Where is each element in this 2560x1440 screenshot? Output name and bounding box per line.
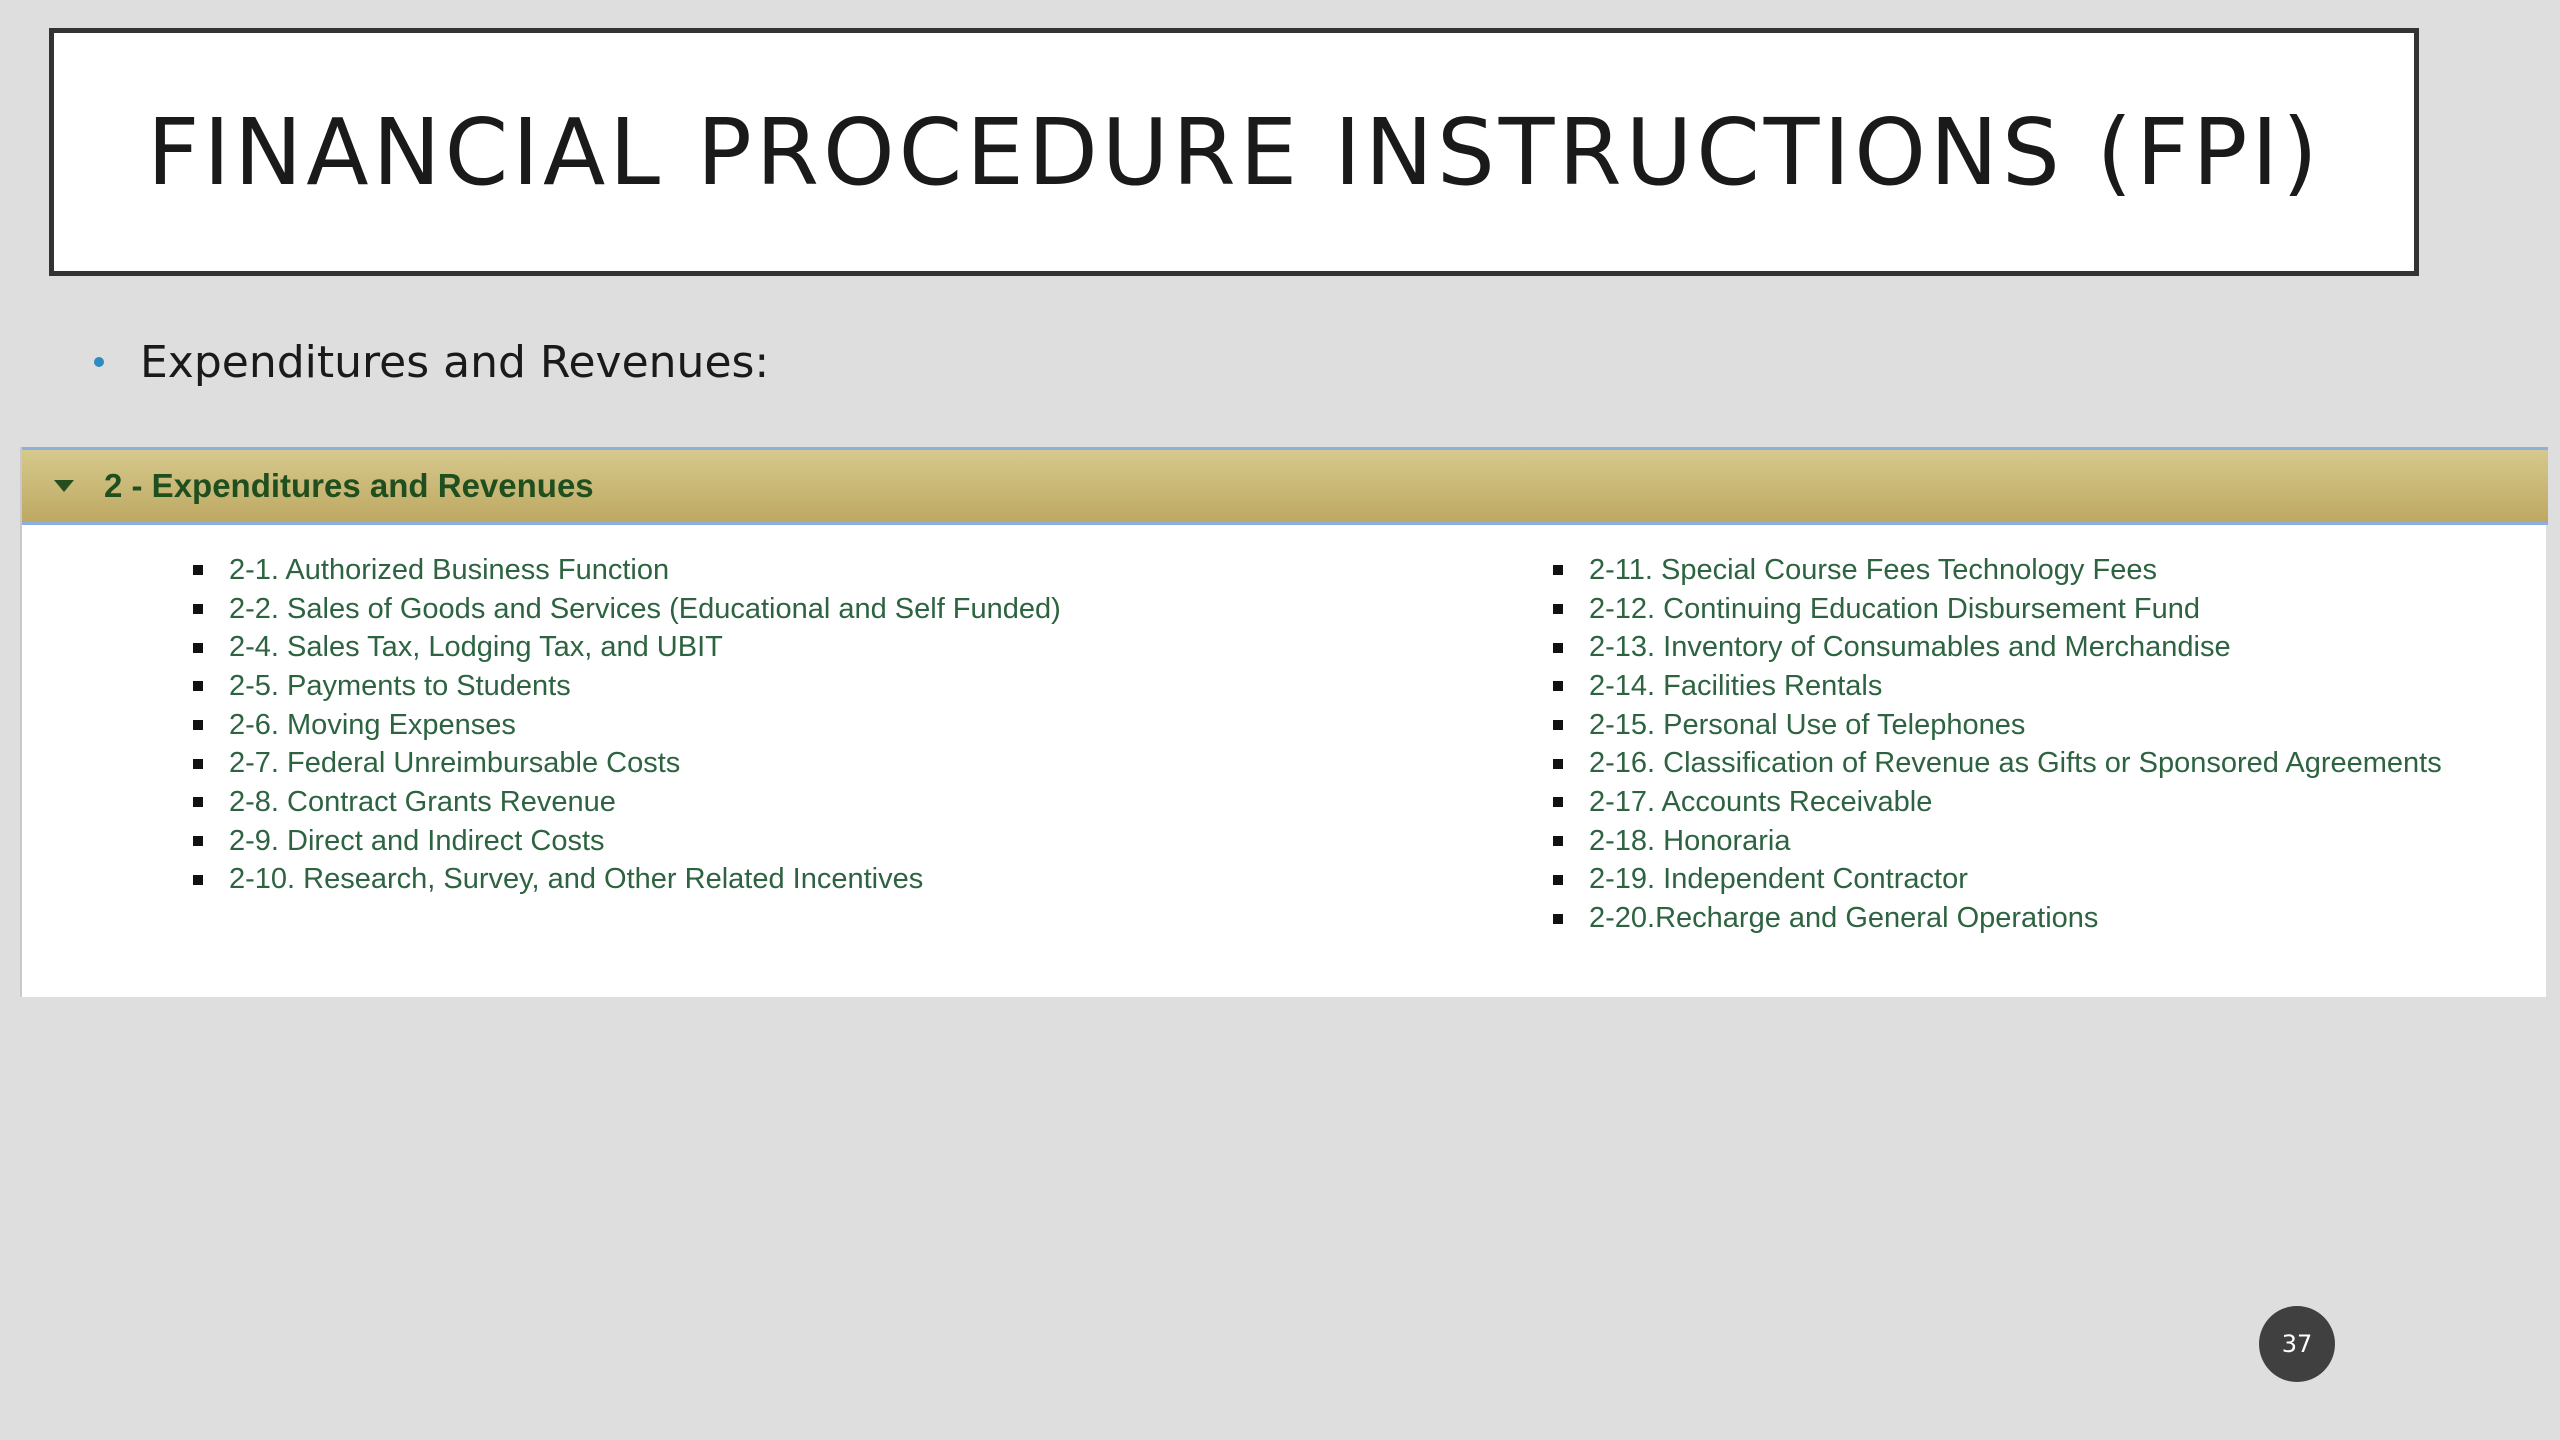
page-number-badge: 37 bbox=[2259, 1306, 2335, 1382]
fpi-link[interactable]: 2-4. Sales Tax, Lodging Tax, and UBIT bbox=[229, 631, 723, 664]
square-bullet-icon bbox=[1553, 914, 1563, 924]
section-header-label: 2 - Expenditures and Revenues bbox=[104, 467, 594, 504]
fpi-link[interactable]: 2-7. Federal Unreimbursable Costs bbox=[229, 747, 681, 780]
intro-bullet-text: Expenditures and Revenues: bbox=[140, 336, 770, 388]
caret-down-icon[interactable] bbox=[54, 480, 74, 492]
square-bullet-icon bbox=[193, 759, 203, 769]
list-item bbox=[193, 822, 1061, 861]
list-item bbox=[193, 628, 1061, 667]
left-link-list bbox=[193, 551, 1061, 899]
list-item bbox=[193, 706, 1061, 745]
list-item bbox=[1553, 590, 2442, 629]
title-box bbox=[49, 28, 2419, 276]
fpi-link[interactable]: 2-1. Authorized Business Function bbox=[229, 553, 670, 586]
square-bullet-icon bbox=[1553, 565, 1563, 575]
list-item bbox=[1553, 628, 2442, 667]
list-item bbox=[1553, 667, 2442, 706]
square-bullet-icon bbox=[1553, 604, 1563, 614]
list-item bbox=[1553, 899, 2442, 938]
list-item bbox=[193, 551, 1061, 590]
square-bullet-icon bbox=[193, 643, 203, 653]
fpi-link[interactable]: 2-19. Independent Contractor bbox=[1589, 863, 1968, 896]
square-bullet-icon bbox=[1553, 836, 1563, 846]
list-item bbox=[1553, 551, 2442, 590]
list-item bbox=[1553, 744, 2442, 783]
square-bullet-icon bbox=[193, 681, 203, 691]
fpi-link[interactable]: 2-8. Contract Grants Revenue bbox=[229, 785, 616, 818]
fpi-link[interactable]: 2-12. Continuing Education Disbursement Fund bbox=[1589, 592, 2200, 625]
fpi-link[interactable]: 2-16. Classification of Revenue as Gifts or Sponsored Agreements bbox=[1589, 747, 2442, 780]
fpi-link[interactable]: 2-18. Honoraria bbox=[1589, 824, 1791, 857]
square-bullet-icon bbox=[1553, 797, 1563, 807]
square-bullet-icon bbox=[1553, 681, 1563, 691]
fpi-link[interactable]: 2-9. Direct and Indirect Costs bbox=[229, 824, 605, 857]
list-item bbox=[193, 744, 1061, 783]
square-bullet-icon bbox=[1553, 720, 1563, 730]
list-item bbox=[193, 667, 1061, 706]
fpi-link[interactable]: 2-17. Accounts Receivable bbox=[1589, 785, 1933, 818]
square-bullet-icon bbox=[193, 836, 203, 846]
list-item bbox=[1553, 861, 2442, 900]
fpi-link[interactable]: 2-10. Research, Survey, and Other Related Incentives bbox=[229, 863, 924, 896]
list-item bbox=[193, 783, 1061, 822]
list-item bbox=[1553, 822, 2442, 861]
square-bullet-icon bbox=[193, 875, 203, 885]
fpi-link[interactable]: 2-14. Facilities Rentals bbox=[1589, 669, 1883, 702]
list-item bbox=[193, 861, 1061, 900]
square-bullet-icon bbox=[1553, 759, 1563, 769]
square-bullet-icon bbox=[193, 565, 203, 575]
list-item bbox=[193, 590, 1061, 629]
square-bullet-icon bbox=[193, 604, 203, 614]
square-bullet-icon bbox=[193, 720, 203, 730]
intro-bullet bbox=[94, 332, 769, 392]
section-header[interactable] bbox=[22, 447, 2548, 525]
bullet-dot-icon bbox=[94, 357, 104, 367]
list-item bbox=[1553, 783, 2442, 822]
slide-title: FINANCIAL PROCEDURE INSTRUCTIONS (FPI) bbox=[146, 98, 2322, 206]
list-item bbox=[1553, 706, 2442, 745]
fpi-link[interactable]: 2-13. Inventory of Consumables and Merchandise bbox=[1589, 631, 2231, 664]
square-bullet-icon bbox=[1553, 643, 1563, 653]
fpi-link[interactable]: 2-6. Moving Expenses bbox=[229, 708, 516, 741]
fpi-link[interactable]: 2-20.Recharge and General Operations bbox=[1589, 902, 2099, 935]
right-link-list bbox=[1553, 551, 2442, 938]
square-bullet-icon bbox=[193, 797, 203, 807]
fpi-section-panel bbox=[20, 447, 2546, 997]
fpi-link[interactable]: 2-15. Personal Use of Telephones bbox=[1589, 708, 2026, 741]
square-bullet-icon bbox=[1553, 875, 1563, 885]
fpi-link[interactable]: 2-11. Special Course Fees Technology Fees bbox=[1589, 553, 2157, 586]
fpi-link[interactable]: 2-2. Sales of Goods and Services (Educational and Self Funded) bbox=[229, 592, 1061, 625]
fpi-link[interactable]: 2-5. Payments to Students bbox=[229, 669, 571, 702]
